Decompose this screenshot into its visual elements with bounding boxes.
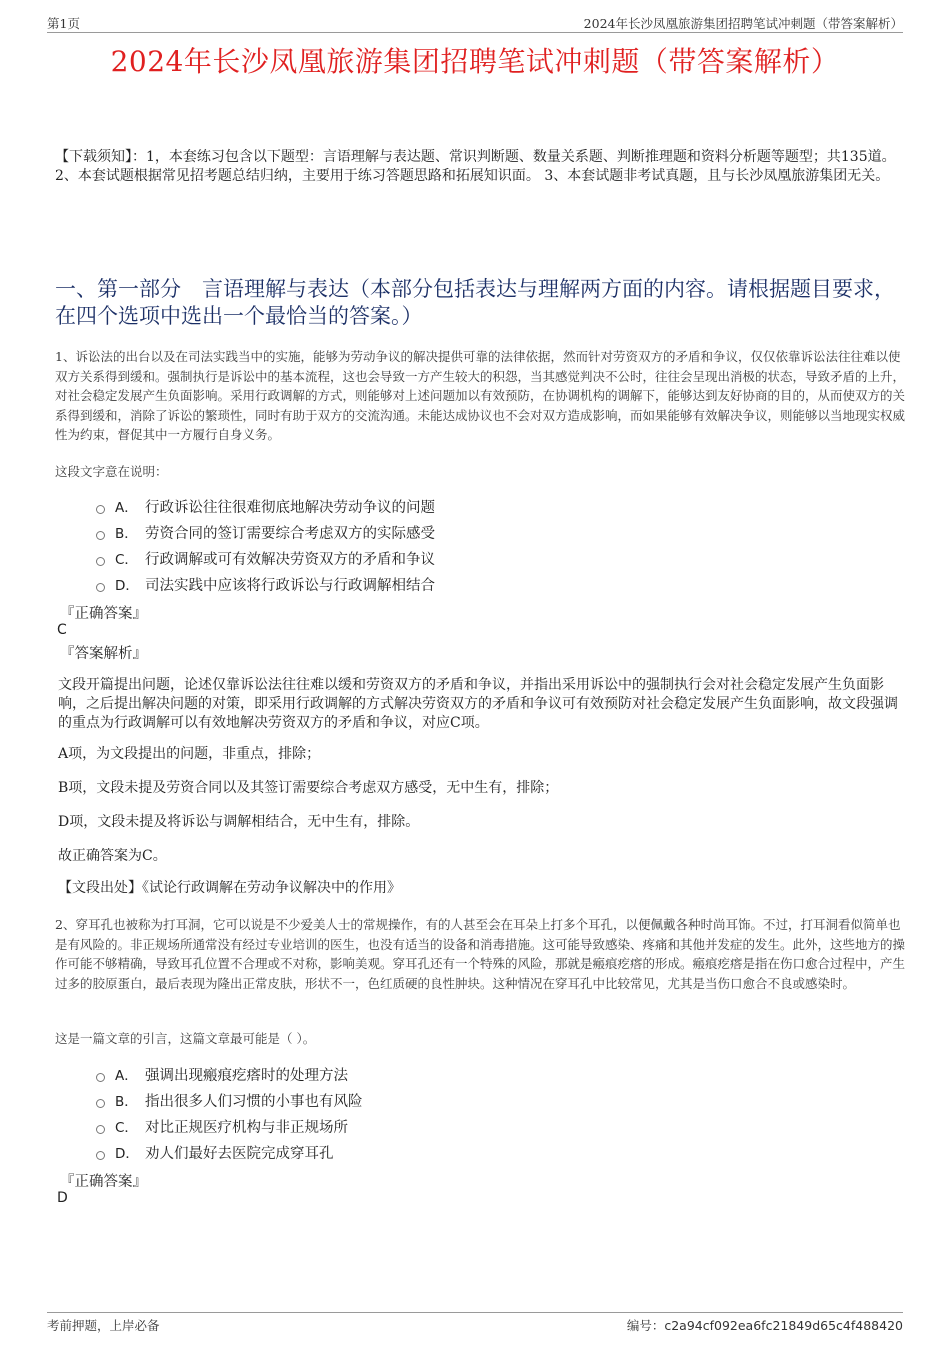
q1-answer-label: 『正确答案』: [60, 606, 147, 622]
q1-note-a: A项，为文段提出的问题，非重点，排除；: [58, 746, 321, 762]
q2-question: 这是一篇文章的引言，这篇文章最可能是（ ）。: [55, 1031, 316, 1046]
q1-analysis: 文段开篇提出问题，论述仅靠诉讼法往往难以缓和劳资双方的矛盾和争议，并指出采用诉讼中的强制执行会对社会稳定发展产生负面影响，之后提出解决问题的对策，即采用行政调解的方式解决劳资双方的矛盾和争议可有效预防对社会稳定发展产生负面影响，故文段强调的重点为行政调解可以有效地解决劳资双方的矛盾和争议，对应C项。: [58, 677, 898, 731]
q1-option-d[interactable]: D． 司法实践中应该将行政诉讼与行政调解相结合: [96, 573, 435, 595]
q2-option-a[interactable]: A． 强调出现瘢痕疙瘩时的处理方法: [96, 1063, 348, 1085]
q1-question: 这段文字意在说明：: [55, 464, 168, 479]
radio-icon[interactable]: [96, 1125, 105, 1134]
radio-icon[interactable]: [96, 557, 105, 566]
radio-icon[interactable]: [96, 1151, 105, 1160]
document-title: 2024年长沙凤凰旅游集团招聘笔试冲刺题（带答案解析）: [110, 45, 840, 78]
q1-passage: 1、诉讼法的出台以及在司法实践当中的实施，能够为劳动争议的解决提供可靠的法律依据，然而针对劳资双方的矛盾和争议，仅仅依靠诉讼法往往难以使双方关系得到缓和。强制执行是诉讼中的基本流程，这也会导致一方产生较大的积怨，当其感觉判决不公时，往往会呈现出消极的状态，导致矛盾的上升，对社会稳定发展产生负面影响。采用行政调解的方式，则能够对上述问题加以有效预防，在协调机构的调解下，能够达到友好协商的目的，从而使双方的关系得到缓和，消除了诉讼的繁琐性，同时有助于双方的交流沟通。未能达成协议也不会对双方造成影响，而如果能够有效解决争议，则能够以当地现实权威性为约束，督促其中一方履行自身义务。: [55, 349, 906, 442]
q1-note-b: B项，文段未提及劳资合同以及其签订需要综合考虑双方感受，无中生有，排除；: [58, 780, 559, 796]
header-doc-title: 2024年长沙凤凰旅游集团招聘笔试冲刺题（带答案解析）: [583, 16, 903, 31]
q1-conclusion: 故正确答案为C。: [58, 848, 167, 864]
q2-passage: 2、穿耳孔也被称为打耳洞，它可以说是不少爱美人士的常规操作，有的人甚至会在耳朵上打多个耳孔，以便佩戴各种时尚耳饰。不过，打耳洞看似简单也是有风险的。非正规场所通常没有经过专业培训的医生，也没有适当的设备和消毒措施。这可能导致感染、疼痛和其他并发症的发生。此外，这些地方的操作可能不够精确，导致耳孔位置不合理或不对称，影响美观。穿耳孔还有一个特殊的风险，那就是瘢痕疙瘩的形成。瘢痕疙瘩是指在伤口愈合过程中，产生过多的胶原蛋白，最后表现为隆出正常皮肤，形状不一，色红质硬的良性肿块。这种情况在穿耳孔中比较常见，尤其是当伤口愈合不良或感染时。: [55, 917, 906, 991]
radio-icon[interactable]: [96, 531, 105, 540]
q1-option-a[interactable]: A． 行政诉讼往往很难彻底地解决劳动争议的问题: [96, 495, 435, 517]
radio-icon[interactable]: [96, 1073, 105, 1082]
q1-option-c[interactable]: C． 行政调解或可有效解决劳资双方的矛盾和争议: [96, 547, 435, 569]
q1-note-d: D项，文段未提及将诉讼与调解相结合，无中生有，排除。: [58, 814, 420, 830]
download-notice: 【下载须知】：1，本套练习包含以下题型：言语理解与表达题、常识判断题、数量关系题、判断推理题和资料分析题等题型；共135道。 2、本套试题根据常见招考题总结归纳，主要用于练习答题思路和拓展知识面。 3、本套试题非考试真题，且与长沙凤凰旅游集团无关。: [55, 149, 896, 184]
radio-icon[interactable]: [96, 583, 105, 592]
q2-option-d[interactable]: D． 劝人们最好去医院完成穿耳孔: [96, 1141, 334, 1163]
q1-analysis-label: 『答案解析』: [60, 646, 147, 662]
q2-option-b[interactable]: B． 指出很多人们习惯的小事也有风险: [96, 1089, 363, 1111]
footer-code: 编号：c2a94cf092ea6fc21849d65c4f488420: [626, 1318, 903, 1333]
page-number: 第1页: [47, 16, 80, 31]
q1-option-b[interactable]: B． 劳资合同的签订需要综合考虑双方的实际感受: [96, 521, 435, 543]
q2-option-c[interactable]: C． 对比正规医疗机构与非正规场所: [96, 1115, 348, 1137]
radio-icon[interactable]: [96, 505, 105, 514]
radio-icon[interactable]: [96, 1099, 105, 1108]
q2-answer: D: [57, 1190, 68, 1206]
q2-answer-label: 『正确答案』: [60, 1174, 147, 1190]
footer-slogan: 考前押题，上岸必备: [47, 1318, 160, 1333]
page-footer: [47, 1312, 903, 1333]
q1-source: 【文段出处】《试论行政调解在劳动争议解决中的作用》: [58, 880, 401, 896]
page-header: [47, 14, 903, 33]
q1-answer: C: [57, 622, 67, 638]
section-heading: 一、第一部分 言语理解与表达（本部分包括表达与理解两方面的内容。请根据题目要求，在四个选项中选出一个最恰当的答案。）: [55, 277, 895, 328]
